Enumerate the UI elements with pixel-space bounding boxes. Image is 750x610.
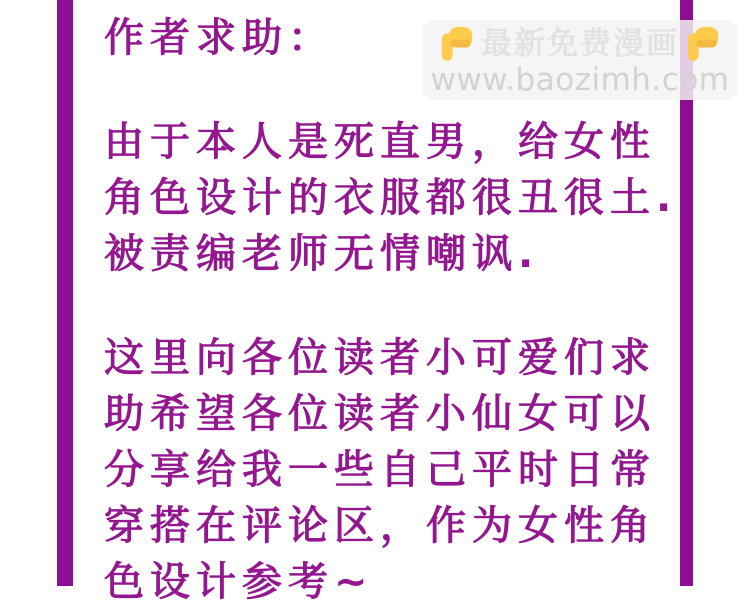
text-line: 被责编老师无情嘲讽. [104, 231, 540, 277]
text-line: 色设计参考~ [104, 559, 374, 605]
left-border-stripe [57, 0, 73, 586]
watermark-row [441, 24, 719, 64]
text-line: 穿搭在评论区，作为女性角 [104, 503, 656, 549]
pointing-down-icon [687, 25, 719, 63]
text-line: 助希望各位读者小仙女可以 [104, 391, 656, 437]
watermark-overlay [423, 20, 737, 100]
watermark-label: 最新免费漫画 [481, 25, 679, 62]
pointing-down-icon [441, 25, 473, 63]
paragraph-2 [104, 330, 670, 610]
text-line: 这里向各位读者小可爱们求 [104, 335, 656, 381]
paragraph-1 [104, 114, 678, 282]
text-line: 由于本人是死直男，给女性 [104, 119, 656, 165]
page-title: 作者求助： [104, 15, 334, 61]
watermark-url: www.baozimh.com [430, 62, 730, 98]
text-line: 角色设计的衣服都很丑很土. [104, 175, 678, 221]
text-line: 分享给我一些自己平时日常 [104, 447, 656, 493]
